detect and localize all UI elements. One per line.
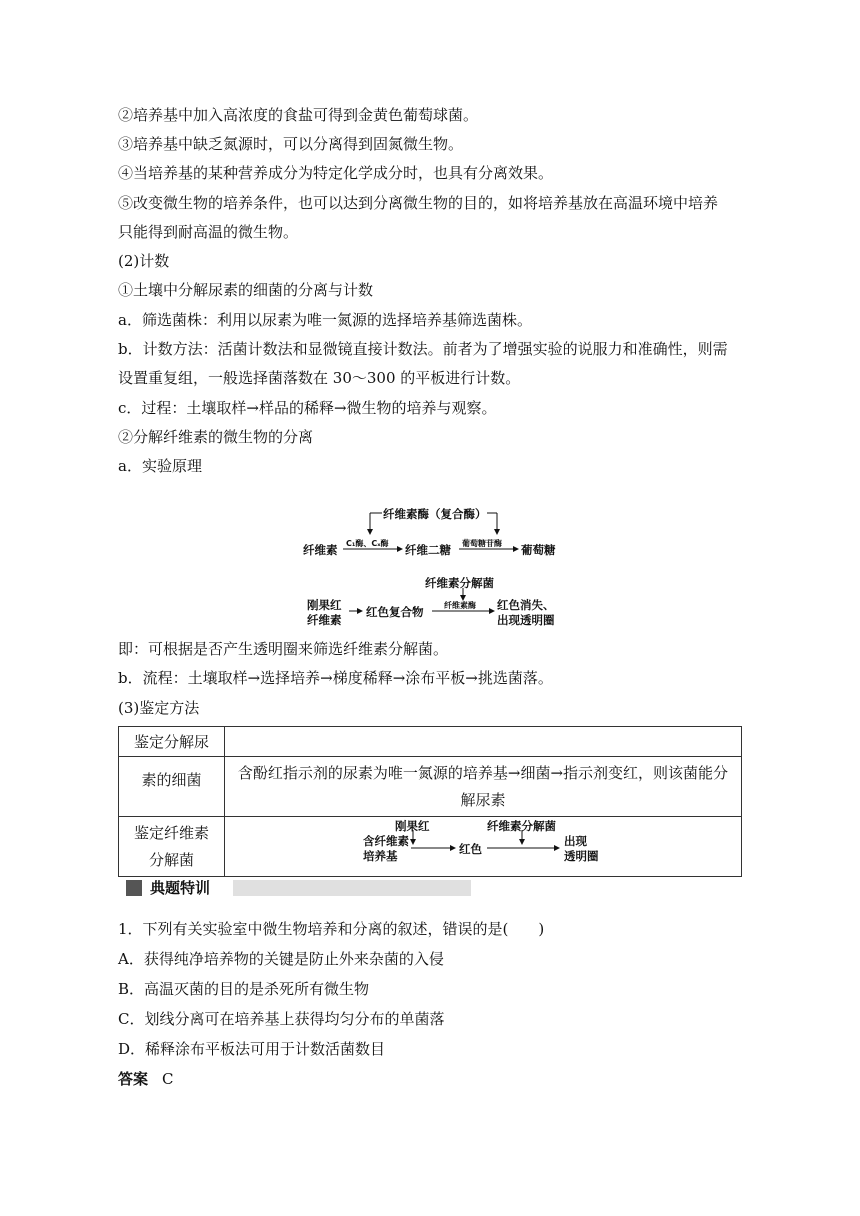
table-row xyxy=(119,817,742,877)
paragraph: a．筛选菌株：利用以尿素为唯一氮源的选择培养基筛选菌株。 xyxy=(118,311,532,329)
table-cell-label xyxy=(119,757,225,817)
paragraph: a．实验原理 xyxy=(118,457,202,475)
paragraph: ②分解纤维素的微生物的分离 xyxy=(118,428,314,446)
option-a: A．获得纯净培养物的关键是防止外来杂菌的入侵 xyxy=(118,950,444,968)
table-cell-content xyxy=(225,727,742,757)
paragraph: 即：可根据是否产生透明圈来筛选纤维素分解菌。 xyxy=(118,640,449,658)
identification-table xyxy=(118,726,742,877)
table-cell-content xyxy=(225,757,742,817)
table-row xyxy=(119,727,742,757)
label-urea-b: 素的细菌 xyxy=(141,771,202,789)
paragraph: c．过程：土壤取样→样品的稀释→微生物的培养与观察。 xyxy=(118,399,497,417)
paragraph: ③培养基中缺乏氮源时，可以分离得到固氮微生物。 xyxy=(118,135,464,153)
section-heading-title: 典题特训 xyxy=(150,879,211,897)
id-diagram-arrows xyxy=(225,817,743,877)
section-heading-identification: (3)鉴定方法 xyxy=(118,699,200,717)
urea-method-line-1: 含酚红指示剂的尿素为唯一氮源的培养基→细菌→指示剂变红，则该菌能分 xyxy=(237,763,729,782)
paragraph: ②培养基中加入高浓度的食盐可得到金黄色葡萄球菌。 xyxy=(118,106,479,124)
question-stem: 1．下列有关实验室中微生物培养和分离的叙述，错误的是( ) xyxy=(118,920,545,938)
table-cell-label xyxy=(119,817,225,877)
paragraph: ⑤改变微生物的培养条件，也可以达到分离微生物的目的，如将培养基放在高温环境中培养 xyxy=(118,194,719,212)
section-heading-bar xyxy=(126,878,471,898)
label-urea-a: 鉴定分解尿 xyxy=(133,733,209,751)
paragraph: b．计数方法：活菌计数法和显微镜直接计数法。前者为了增强实验的说服力和准确性，则需 xyxy=(118,340,728,358)
label-cellulose-b: 分解菌 xyxy=(148,850,194,869)
label-red-complex: 红色复合物 xyxy=(366,605,424,619)
urea-method-line-2: 解尿素 xyxy=(460,790,506,809)
id-label-medium-a: 含纤维素 xyxy=(363,834,409,848)
answer-label: 答案 xyxy=(118,1070,149,1088)
table-row xyxy=(119,757,742,817)
id-label-medium-b: 培养基 xyxy=(363,849,398,863)
heading-divider xyxy=(233,880,471,896)
label-congo-red: 刚果红 xyxy=(307,598,342,612)
answer-value: C xyxy=(162,1070,174,1088)
id-label-decomposer: 纤维素分解菌 xyxy=(487,819,556,833)
label-cellulose: 纤维素 xyxy=(303,543,338,557)
section-heading-counting: (2)计数 xyxy=(118,252,170,270)
cellulose-id-diagram xyxy=(225,817,743,877)
label-cellulose-2: 纤维素 xyxy=(307,613,342,627)
answer xyxy=(118,1070,174,1088)
label-cellobiose: 纤维二糖 xyxy=(405,543,451,557)
paragraph: ④当培养基的某种营养成分为特定化学成分时，也具有分离效果。 xyxy=(118,164,554,182)
table-cell-diagram xyxy=(225,817,742,877)
label-cellulase: 纤维素酶 xyxy=(444,601,476,610)
table-cell-label xyxy=(119,727,225,757)
label-result-2: 出现透明圈 xyxy=(497,613,555,627)
id-label-congo-red: 刚果红 xyxy=(395,819,430,833)
label-glucosidase: 葡萄糖苷酶 xyxy=(462,539,502,548)
id-label-red: 红色 xyxy=(459,842,482,856)
label-result-1: 红色消失、 xyxy=(497,598,555,612)
label-decomposer: 纤维素分解菌 xyxy=(425,576,494,590)
label-c1-enzyme: C₁酶、Cₓ酶 xyxy=(346,539,389,548)
id-label-result-b: 透明圈 xyxy=(564,849,599,863)
paragraph: 设置重复组，一般选择菌落数在 30～300 的平板进行计数。 xyxy=(118,369,521,387)
paragraph: 只能得到耐高温的微生物。 xyxy=(118,223,299,241)
option-c: C．划线分离可在培养基上获得均匀分布的单菌落 xyxy=(118,1010,445,1028)
label-enzyme-complex: 纤维素酶（复合酶） xyxy=(383,507,487,521)
id-label-result-a: 出现 xyxy=(564,834,587,848)
option-d: D．稀释涂布平板法可用于计数活菌数目 xyxy=(118,1040,386,1058)
label-glucose: 葡萄糖 xyxy=(521,543,556,557)
label-cellulose-a: 鉴定纤维素 xyxy=(133,823,209,842)
paragraph: b．流程：土壤取样→选择培养→梯度稀释→涂布平板→挑选菌落。 xyxy=(118,669,553,687)
option-b: B．高温灭菌的目的是杀死所有微生物 xyxy=(118,980,370,998)
square-icon xyxy=(126,880,142,896)
paragraph: ①土壤中分解尿素的细菌的分离与计数 xyxy=(118,281,374,299)
